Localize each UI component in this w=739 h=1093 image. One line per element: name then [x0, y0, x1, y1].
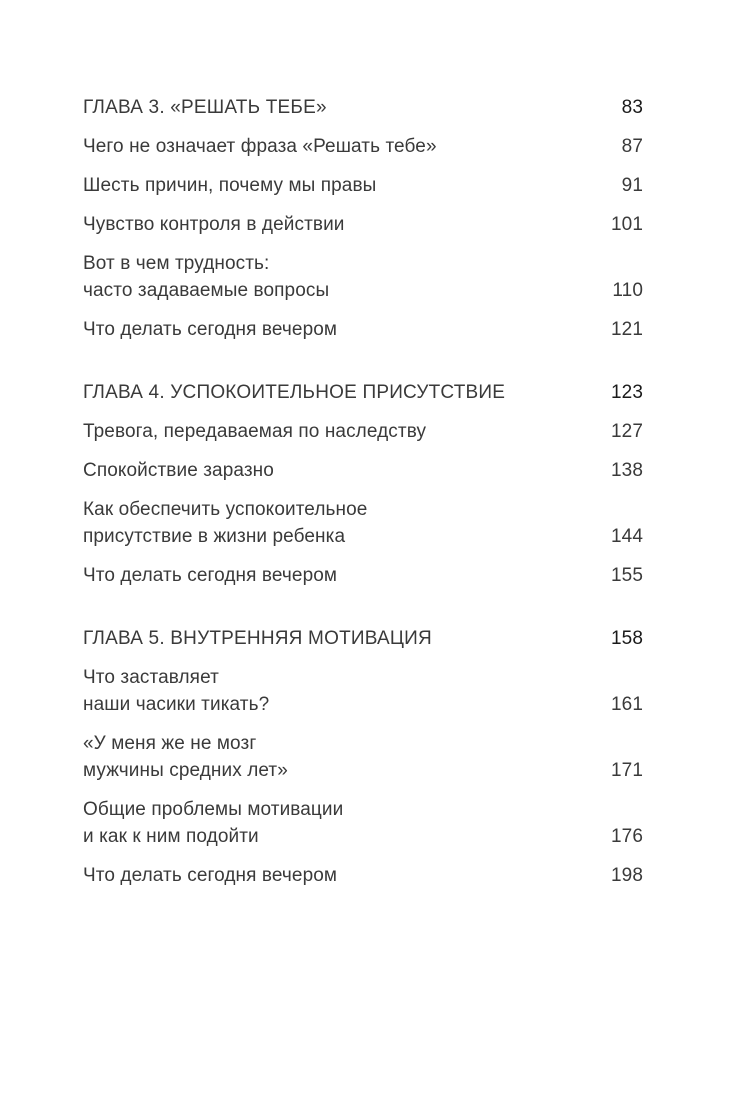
entry-title: Общие проблемы мотивации и как к ним подойти	[83, 799, 344, 847]
page-number: 110	[612, 280, 643, 301]
page-number: 198	[610, 865, 643, 886]
table-of-contents	[83, 94, 643, 925]
chapter-title: ГЛАВА 5. ВНУТРЕННЯЯ МОТИВАЦИЯ	[83, 628, 432, 649]
chapter-heading	[83, 379, 643, 406]
page-number: 121	[610, 319, 643, 340]
toc-entry	[83, 496, 643, 550]
chapter-4-section	[83, 379, 643, 589]
entry-title: Вот в чем трудность: часто задаваемые вопросы	[83, 253, 330, 301]
page-number: 138	[610, 460, 643, 481]
toc-entry	[83, 457, 643, 484]
entry-title: Чувство контроля в действии	[83, 214, 345, 235]
toc-entry	[83, 172, 643, 199]
entry-title: Спокойствие заразно	[83, 460, 274, 481]
entry-title: «У меня же не мозг мужчины средних лет»	[83, 733, 288, 781]
entry-title: Что делать сегодня вечером	[83, 319, 338, 340]
toc-entry	[83, 862, 643, 889]
entry-title: Что делать сегодня вечером	[83, 865, 338, 886]
entry-title: Чего не означает фраза «Решать тебе»	[83, 136, 437, 157]
toc-entry	[83, 562, 643, 589]
toc-entry	[83, 664, 643, 718]
page-number: 123	[610, 382, 643, 403]
toc-entry	[83, 316, 643, 343]
chapter-title: ГЛАВА 3. «РЕШАТЬ ТЕБЕ»	[83, 97, 327, 118]
page-number: 101	[610, 214, 643, 235]
page-number: 171	[610, 760, 643, 781]
chapter-heading	[83, 94, 643, 121]
page-number: 176	[610, 826, 643, 847]
page-number: 144	[610, 526, 643, 547]
page-number: 155	[610, 565, 643, 586]
chapter-3-section	[83, 94, 643, 343]
toc-entry	[83, 418, 643, 445]
page-number: 158	[610, 628, 643, 649]
entry-title: Тревога, передаваемая по наследству	[83, 421, 427, 442]
toc-entry	[83, 730, 643, 784]
page-number: 91	[621, 175, 643, 196]
entry-title: Что заставляет наши часики тикать?	[83, 667, 270, 715]
chapter-title: ГЛАВА 4. УСПОКОИТЕЛЬНОЕ ПРИСУТСТВИЕ	[83, 382, 506, 403]
toc-entry	[83, 133, 643, 160]
page-number: 161	[610, 694, 643, 715]
page-number: 87	[621, 136, 643, 157]
chapter-5-section	[83, 625, 643, 889]
toc-entry	[83, 796, 643, 850]
toc-entry	[83, 211, 643, 238]
chapter-heading	[83, 625, 643, 652]
entry-title: Шесть причин, почему мы правы	[83, 175, 377, 196]
toc-entry	[83, 250, 643, 304]
entry-title: Что делать сегодня вечером	[83, 565, 338, 586]
page-number: 127	[610, 421, 643, 442]
page-number: 83	[621, 97, 643, 118]
entry-title: Как обеспечить успокоительное присутствие в жизни ребенка	[83, 499, 368, 547]
